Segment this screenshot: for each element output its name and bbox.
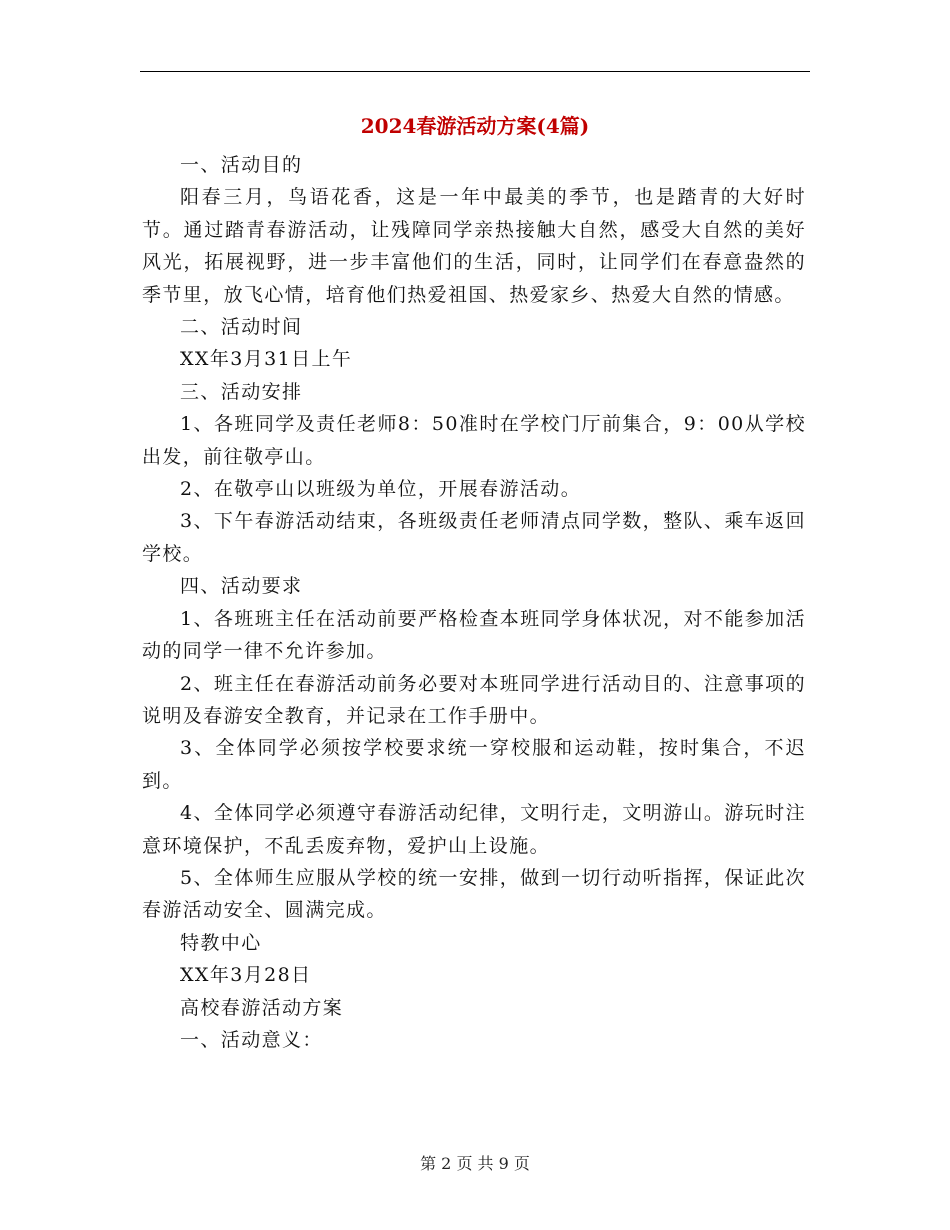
signature-organization: 特教中心 bbox=[180, 931, 262, 954]
section-heading-purpose: 一、活动目的 bbox=[180, 154, 303, 176]
signature-date: XX年3月28日 bbox=[180, 964, 312, 987]
requirement-item-4: 4、全体同学必须遵守春游活动纪律，文明行走，文明游山。游玩时注意环境保护，不乱丢废弃物，爱护山上设施。 bbox=[142, 802, 806, 857]
requirement-item-5: 5、全体师生应服从学校的统一安排，做到一切行动听指挥，保证此次春游活动安全、圆满完成。 bbox=[142, 866, 806, 922]
document-body bbox=[142, 149, 806, 1056]
next-section-heading: 一、活动意义： bbox=[180, 1028, 323, 1051]
arrangement-item-1: 1、各班同学及责任老师8：50准时在学校门厅前集合，9：00从学校出发，前往敬亭山。 bbox=[142, 413, 806, 468]
paragraph-time: XX年3月31日上午 bbox=[180, 348, 353, 371]
paragraph-purpose: 阳春三月，鸟语花香，这是一年中最美的季节，也是踏青的大好时节。通过踏青春游活动，让残障同学亲热接触大自然，感受大自然的美好风光，拓展视野，进一步丰富他们的生活，同时，让同学们在春意盎然的季节里，放飞心情，培育他们热爱祖国、热爱家乡、热爱大自然的情感。 bbox=[142, 186, 806, 306]
arrangement-item-3: 3、下午春游活动结束，各班级责任老师清点同学数，整队、乘车返回学校。 bbox=[142, 510, 806, 565]
requirement-item-3: 3、全体同学必须按学校要求统一穿校服和运动鞋，按时集合，不迟到。 bbox=[142, 737, 806, 792]
document-title: 2024春游活动方案(4篇) bbox=[360, 114, 590, 138]
section-heading-requirements: 四、活动要求 bbox=[180, 575, 303, 598]
requirement-item-1: 1、各班班主任在活动前要严格检查本班同学身体状况，对不能参加活动的同学一律不允许参加。 bbox=[142, 607, 806, 663]
requirement-item-2: 2、班主任在春游活动前务必要对本班同学进行活动目的、注意事项的说明及春游安全教育，并记录在工作手册中。 bbox=[142, 672, 806, 727]
section-heading-time: 二、活动时间 bbox=[180, 316, 303, 339]
page-number-footer: 第 2 页 共 9 页 bbox=[420, 1154, 530, 1173]
next-section-title: 高校春游活动方案 bbox=[180, 996, 344, 1019]
section-heading-arrangement: 三、活动安排 bbox=[180, 380, 303, 403]
arrangement-item-2: 2、在敬亭山以班级为单位，开展春游活动。 bbox=[180, 478, 582, 501]
header-rule bbox=[140, 71, 810, 72]
